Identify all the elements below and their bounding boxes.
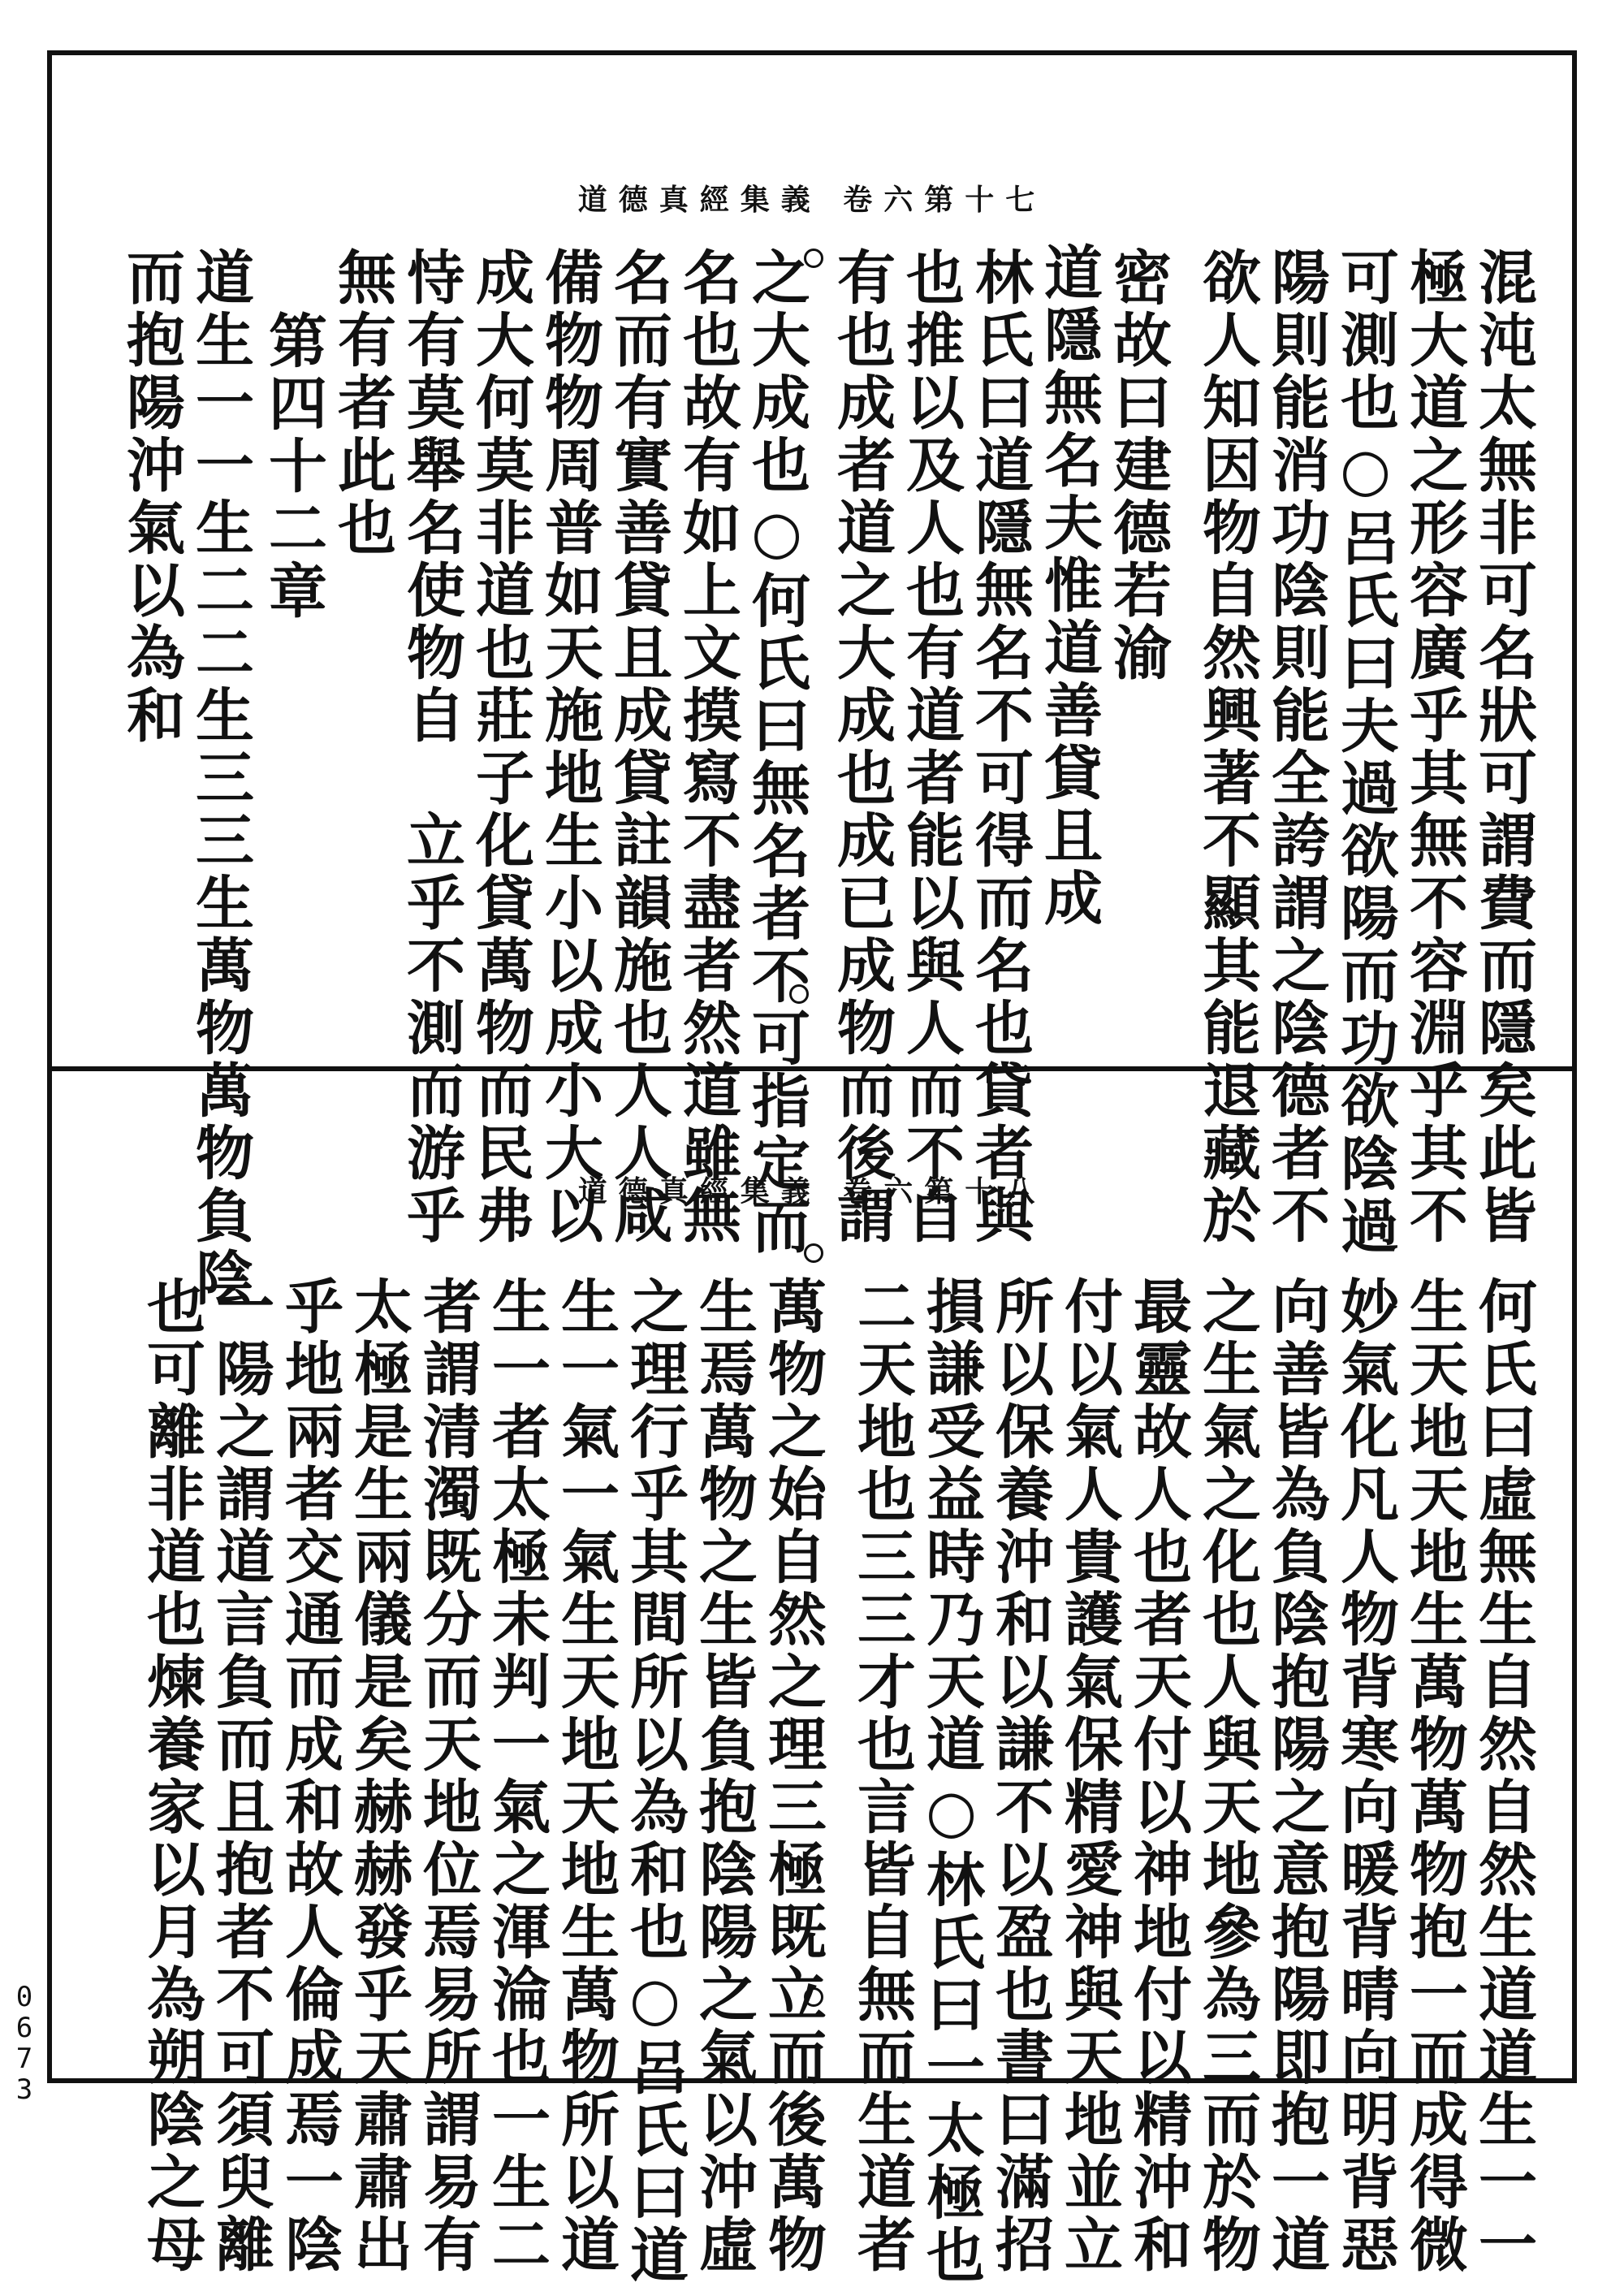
- text-column: 太極是生兩儀是矣赫赫發乎天肅肅出: [344, 1276, 413, 2276]
- page-header: 道德真經集義 卷六第十八: [577, 1174, 1047, 1208]
- text-column: 道生一一生二二生三三生萬物萬物負陰: [186, 247, 255, 1310]
- text-column: 之理行乎其間所以為和也○呂氏曰道: [620, 1276, 689, 2287]
- text-column: 恃有莫舉名使物自 立乎不測而游乎: [397, 247, 466, 1247]
- text-column: 二天地也三三才也言皆自無而生道者: [848, 1276, 917, 2276]
- page-number: [8, 1982, 41, 2105]
- text-column: 有也成者道之大成也成已成物而後謂: [827, 247, 896, 1247]
- text-column: 損謙受益時乃天道○林氏曰一太極也: [917, 1276, 986, 2287]
- text-column: 密故曰建德若渝: [1104, 247, 1173, 685]
- text-column: 生天地天地生萬物萬物抱一而成得微: [1400, 1276, 1469, 2276]
- circle-mark: [804, 1243, 823, 1263]
- text-column: 陽則能消功陰則能全誇謂之陰德者不: [1262, 247, 1331, 1247]
- page-number-digit: 3: [15, 2073, 33, 2106]
- text-column: 備物物周普如天施地生小以成小大以: [535, 247, 604, 1247]
- text-column: 之生氣之化也人與天地參為三而於物: [1193, 1276, 1262, 2276]
- text-column: 生焉萬物之生皆負抱陰陽之氣以沖虛: [689, 1276, 758, 2276]
- text-column: 混沌太無非可名狀可謂費而隱矣此皆: [1469, 247, 1538, 1247]
- lower-page: [52, 1071, 1572, 2287]
- text-column: 萬物之始自然之理三極既立而後萬物: [758, 1276, 827, 2276]
- text-column: 者謂清濁既分而天地位焉易所謂易有: [413, 1276, 482, 2276]
- page-number-digit: 6: [15, 2012, 33, 2044]
- text-column: 而抱陽沖氣以為和: [117, 247, 186, 747]
- text-column: 向善皆為負陰抱陽之意抱陽即抱一道: [1262, 1276, 1331, 2276]
- text-column: 道隱無名夫惟道善貸且成: [1034, 242, 1104, 930]
- text-column: 也推以及人也有道者能以與人而不自: [896, 247, 965, 1247]
- text-column: 乎地兩者交通而成和故人倫成焉一陰: [275, 1276, 344, 2276]
- text-column: 名而有實善貸且成貸註韻施也人人咸: [604, 247, 673, 1247]
- text-column: 可測也○呂氏曰夫過欲陽而功欲陰過: [1331, 247, 1400, 1258]
- text-column: 妙氣化凡人物背寒向暖背晴向明背惡: [1331, 1276, 1400, 2276]
- text-column: 之大成也○何氏曰無名者不可指定而: [742, 247, 811, 1258]
- text-column: 一陽之謂道言負而且抱者不可須臾離: [206, 1276, 275, 2276]
- text-column: 成大何莫非道也莊子化貸萬物而民弗: [466, 247, 535, 1247]
- text-column: 生一氣一氣生天地天地生萬物所以道: [551, 1276, 620, 2276]
- page-number-digit: 0: [15, 1981, 33, 2013]
- text-column: 付以氣人貴護氣保精愛神與天地並立: [1055, 1276, 1124, 2276]
- text-column: 欲人知因物自然興著不顯其能退藏於: [1193, 247, 1262, 1247]
- text-column: 最靈故人也者天付以神地付以精沖和: [1124, 1276, 1193, 2276]
- text-column: 名也故有如上文摸寫不盡者然道雖無: [673, 247, 742, 1247]
- text-column: 林氏曰道隱無名不可得而名也貸者與: [965, 247, 1034, 1247]
- chapter-heading: 第四十二章: [259, 310, 328, 623]
- text-column: 所以保養沖和以謙不以盈也書曰滿招: [986, 1276, 1055, 2276]
- page-header: 道德真經集義 卷六第十七: [577, 183, 1047, 217]
- page-number-digit: 7: [15, 2043, 33, 2075]
- text-column: 也可離非道也煉養家以月為朔陰之母: [137, 1276, 206, 2276]
- text-column: 極大道之形容廣乎其無不容淵乎其不: [1400, 247, 1469, 1247]
- text-column: 何氏曰虛無生自然自然生道道生一一: [1469, 1276, 1538, 2276]
- text-column: 無有者此也: [328, 247, 397, 560]
- text-column: 生一者太極未判一氣之渾淪也一生二: [482, 1276, 551, 2276]
